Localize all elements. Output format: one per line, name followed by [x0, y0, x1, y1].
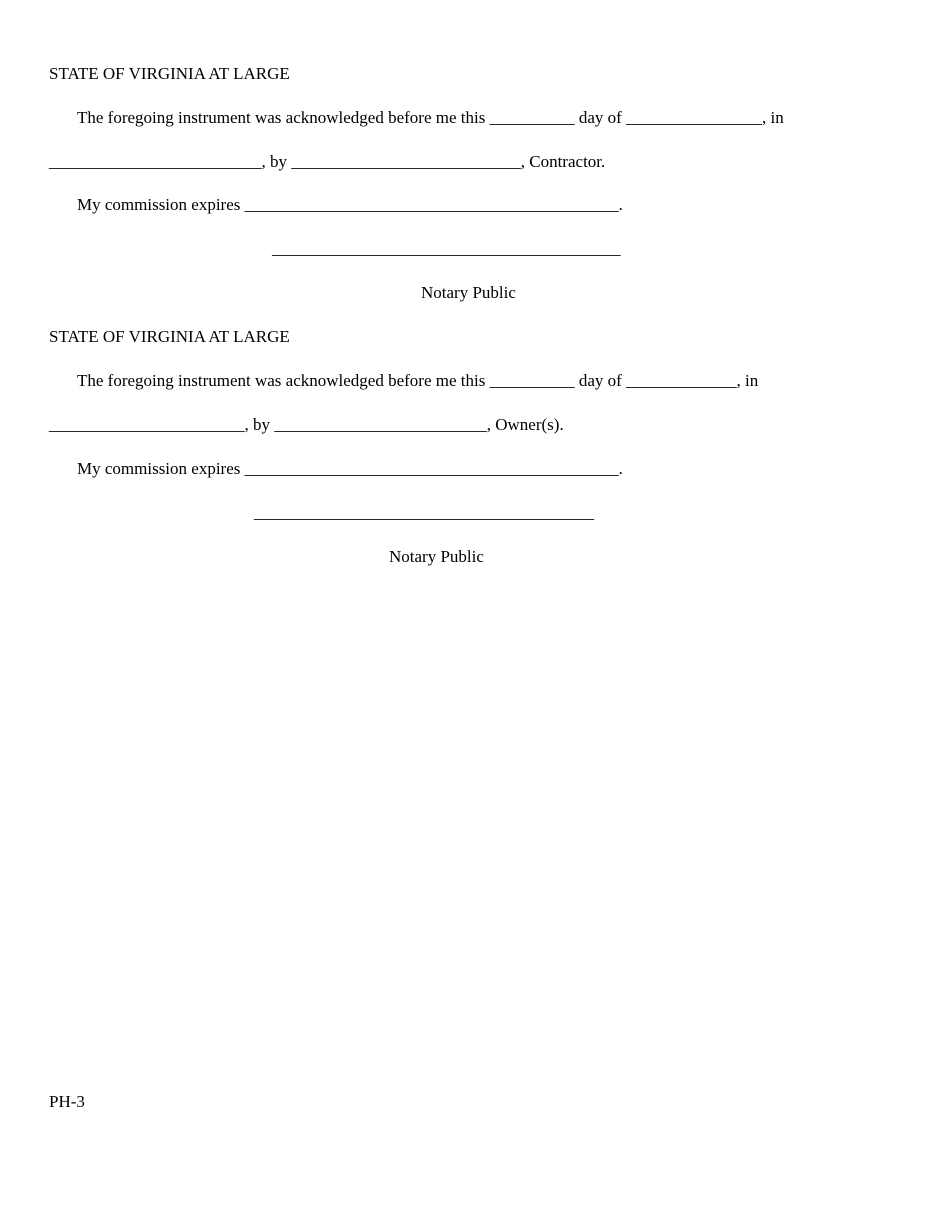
commission-expires-line: My commission expires ____________________________________________.: [77, 459, 623, 478]
notary-signature-line: _________________________________________: [272, 239, 621, 258]
state-heading: STATE OF VIRGINIA AT LARGE: [49, 327, 290, 346]
state-heading: STATE OF VIRGINIA AT LARGE: [49, 64, 290, 83]
notary-public-label: Notary Public: [389, 547, 484, 566]
acknowledgment-line-1: The foregoing instrument was acknowledged before me this __________ day of ________________, in: [77, 108, 784, 127]
notary-public-label: Notary Public: [421, 283, 516, 302]
page-number: PH-3: [49, 1092, 85, 1111]
notary-signature-line: ________________________________________: [254, 503, 594, 522]
acknowledgment-line-2: _________________________, by ___________________________, Contractor.: [49, 152, 606, 171]
commission-expires-line: My commission expires ____________________________________________.: [77, 195, 623, 214]
acknowledgment-line-1: The foregoing instrument was acknowledged before me this __________ day of _____________, in: [77, 371, 759, 390]
acknowledgment-line-2: _______________________, by _________________________, Owner(s).: [49, 415, 564, 434]
